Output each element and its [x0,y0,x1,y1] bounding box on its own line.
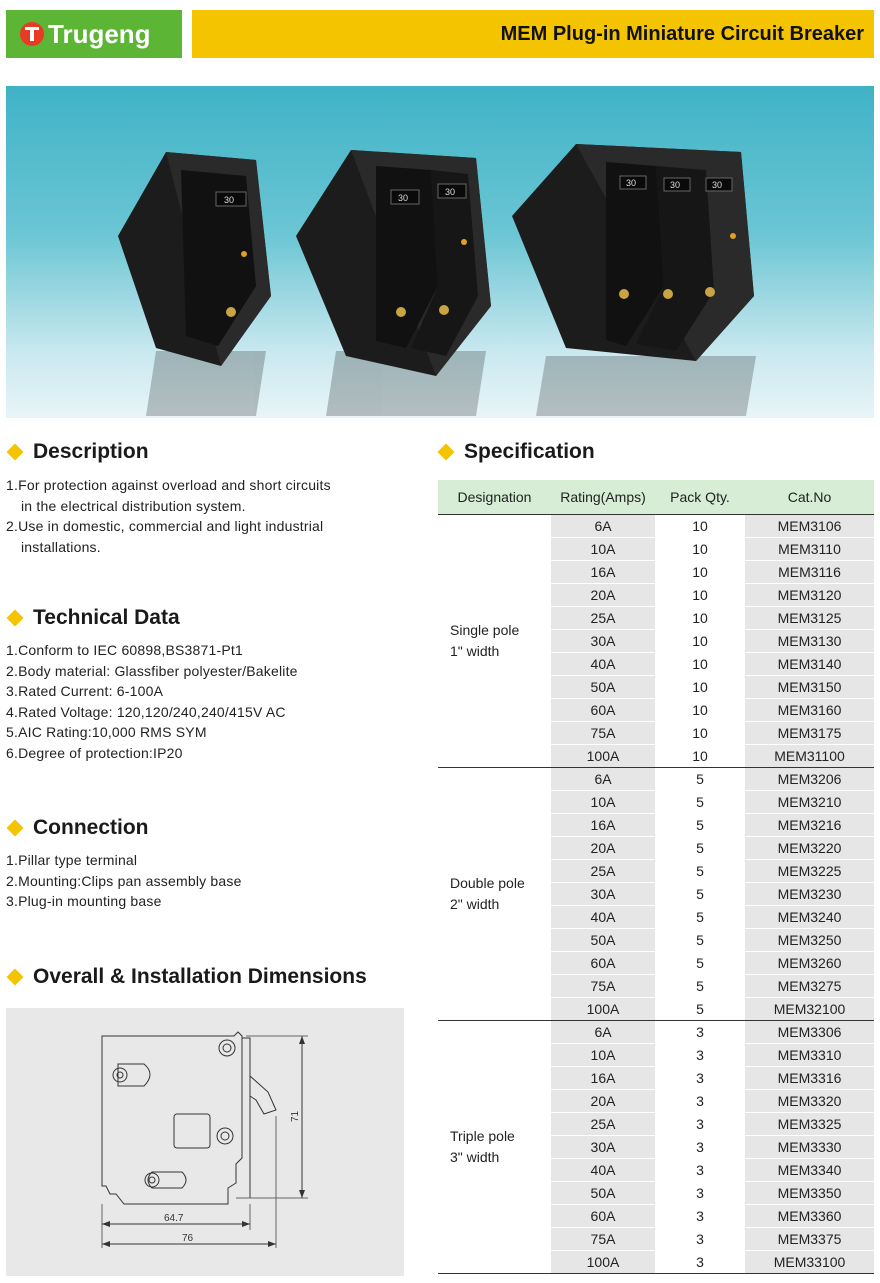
section-title: Connection [33,816,149,839]
cat-no-cell: MEM33100 [745,1250,874,1273]
dimensions-heading [6,965,367,989]
text-line: 2.Use in domestic, commercial and light industrial [6,518,324,534]
logo-text: Trugeng [48,18,151,49]
outer-width-dimension-label: 76 [182,1233,194,1244]
text-line: in the electrical distribution system. [21,497,246,514]
rating-label: 30 [224,195,235,205]
technical-text [6,640,298,763]
pack-qty-cell: 5 [655,974,745,997]
diamond-bullet-icon [7,444,24,461]
cat-no-cell: MEM3325 [745,1112,874,1135]
cat-no-cell: MEM3316 [745,1066,874,1089]
rating-cell: 50A [551,1181,655,1204]
pack-qty-cell: 3 [655,1066,745,1089]
text-line: 4.Rated Voltage: 120,120/240,240/415V AC [6,703,286,720]
pack-qty-cell: 10 [655,629,745,652]
designation-line: Triple pole [450,1127,515,1144]
rating-label: 30 [445,187,456,197]
section-title: Specification [464,440,595,463]
triple-pole-breaker [512,144,754,361]
technical-heading [6,606,180,630]
specification-heading [437,440,595,464]
column-header: Cat.No [745,480,874,514]
designation-cell [438,514,551,767]
height-dimension-label: 71 [290,1110,301,1122]
pack-qty-cell: 3 [655,1020,745,1043]
pack-qty-cell: 3 [655,1158,745,1181]
rating-cell: 50A [551,928,655,951]
cat-no-cell: MEM3375 [745,1227,874,1250]
cat-no-cell: MEM3320 [745,1089,874,1112]
pack-qty-cell: 10 [655,583,745,606]
rating-cell: 20A [551,1089,655,1112]
rating-cell: 60A [551,951,655,974]
text-line: 3.Rated Current: 6-100A [6,683,164,699]
rating-cell: 16A [551,1066,655,1089]
rating-cell: 20A [551,583,655,606]
cat-no-cell: MEM3250 [745,928,874,951]
text-line: 1.For protection against overload and short circuits [6,477,331,493]
pack-qty-cell: 5 [655,767,745,790]
text-line: 6.Degree of protection:IP20 [6,744,183,761]
cat-no-cell: MEM3240 [745,905,874,928]
pack-qty-cell: 5 [655,951,745,974]
rating-cell: 25A [551,1112,655,1135]
cat-no-cell: MEM3120 [745,583,874,606]
double-pole-breaker [296,150,491,376]
cat-no-cell: MEM3220 [745,836,874,859]
pack-qty-cell: 5 [655,928,745,951]
pack-qty-cell: 10 [655,675,745,698]
text-line: 2.Body material: Glassfiber polyester/Bakelite [6,662,298,679]
cat-no-cell: MEM3306 [745,1020,874,1043]
pack-qty-cell: 10 [655,514,745,537]
rating-cell: 40A [551,1158,655,1181]
section-title: Overall & Installation Dimensions [33,965,367,988]
rating-cell: 25A [551,606,655,629]
inner-width-dimension-label: 64.7 [164,1213,184,1224]
diamond-bullet-icon [7,820,24,837]
page-title: MEM Plug-in Miniature Circuit Breaker [500,22,864,45]
cat-no-cell: MEM3310 [745,1043,874,1066]
pack-qty-cell: 10 [655,721,745,744]
rating-cell: 60A [551,698,655,721]
rating-label: 30 [398,193,409,203]
cat-no-cell: MEM3275 [745,974,874,997]
cat-no-cell: MEM3160 [745,698,874,721]
rating-label: 30 [670,180,681,190]
specification-table [438,480,874,1274]
rating-cell: 50A [551,675,655,698]
pack-qty-cell: 10 [655,560,745,583]
rating-cell: 10A [551,1043,655,1066]
pack-qty-cell: 3 [655,1181,745,1204]
rating-cell: 25A [551,859,655,882]
cat-no-cell: MEM3216 [745,813,874,836]
section-title: Technical Data [33,606,180,629]
dimension-drawing [6,1008,404,1276]
pack-qty-cell: 3 [655,1204,745,1227]
cat-no-cell: MEM3340 [745,1158,874,1181]
single-pole-breaker [118,152,271,366]
cat-no-cell: MEM3125 [745,606,874,629]
rating-cell: 75A [551,1227,655,1250]
cat-no-cell: MEM3350 [745,1181,874,1204]
rating-cell: 20A [551,836,655,859]
rating-cell: 10A [551,537,655,560]
rating-cell: 75A [551,721,655,744]
cat-no-cell: MEM3225 [745,859,874,882]
cat-no-cell: MEM3206 [745,767,874,790]
designation-cell [438,767,551,1020]
cat-no-cell: MEM3110 [745,537,874,560]
pack-qty-cell: 5 [655,859,745,882]
connection-text [6,850,242,912]
text-line: installations. [21,538,101,555]
cat-no-cell: MEM3140 [745,652,874,675]
pack-qty-cell: 3 [655,1089,745,1112]
cat-no-cell: MEM32100 [745,997,874,1020]
cat-no-cell: MEM3360 [745,1204,874,1227]
dimension-diagram [6,1008,404,1276]
pack-qty-cell: 10 [655,537,745,560]
connection-heading [6,816,149,840]
brand-logo [6,10,182,58]
rating-cell: 6A [551,1020,655,1043]
rating-cell: 16A [551,813,655,836]
diamond-bullet-icon [7,969,24,986]
cat-no-cell: MEM3130 [745,629,874,652]
table-header-row [438,480,874,514]
pack-qty-cell: 5 [655,882,745,905]
text-line: 2.Mounting:Clips pan assembly base [6,872,242,889]
column-header: Rating(Amps) [551,480,655,514]
title-banner [192,10,874,58]
rating-label: 30 [626,178,637,188]
cat-no-cell: MEM3330 [745,1135,874,1158]
description-heading [6,440,149,464]
rating-cell: 16A [551,560,655,583]
rating-cell: 40A [551,905,655,928]
cat-no-cell: MEM3175 [745,721,874,744]
rating-cell: 10A [551,790,655,813]
text-line: 3.Plug-in mounting base [6,893,162,909]
product-photo [6,86,874,418]
page-header [6,10,874,58]
rating-label: 30 [712,180,723,190]
designation-line: 1" width [450,642,500,659]
pack-qty-cell: 5 [655,813,745,836]
rating-cell: 30A [551,1135,655,1158]
logo-t-icon [20,22,44,46]
text-line: 1.Conform to IEC 60898,BS3871-Pt1 [6,642,243,658]
column-header: Pack Qty. [655,480,745,514]
pack-qty-cell: 5 [655,836,745,859]
rating-cell: 6A [551,767,655,790]
designation-line: 3" width [450,1148,500,1165]
cat-no-cell: MEM3210 [745,790,874,813]
pack-qty-cell: 10 [655,744,745,767]
rating-cell: 100A [551,1250,655,1273]
circuit-breaker-product-photo-icon [6,86,874,418]
pack-qty-cell: 10 [655,606,745,629]
rating-cell: 75A [551,974,655,997]
pack-qty-cell: 10 [655,652,745,675]
pack-qty-cell: 3 [655,1250,745,1273]
table-body [438,514,874,1273]
text-line: 1.Pillar type terminal [6,852,138,868]
cat-no-cell: MEM3260 [745,951,874,974]
cat-no-cell: MEM3150 [745,675,874,698]
rating-cell: 30A [551,629,655,652]
pack-qty-cell: 10 [655,698,745,721]
rating-cell: 60A [551,1204,655,1227]
section-title: Description [33,440,149,463]
pack-qty-cell: 5 [655,997,745,1020]
column-header: Designation [438,480,551,514]
table-row [438,514,874,537]
pack-qty-cell: 3 [655,1135,745,1158]
designation-line: Double pole [450,874,525,891]
description-text [6,475,331,557]
rating-cell: 100A [551,997,655,1020]
designation-line: Single pole [450,621,520,638]
pack-qty-cell: 3 [655,1043,745,1066]
pack-qty-cell: 5 [655,790,745,813]
rating-cell: 100A [551,744,655,767]
pack-qty-cell: 5 [655,905,745,928]
cat-no-cell: MEM3230 [745,882,874,905]
designation-line: 2" width [450,895,500,912]
cat-no-cell: MEM31100 [745,744,874,767]
table-row [438,1020,874,1043]
diamond-bullet-icon [438,444,455,461]
designation-cell [438,1020,551,1273]
rating-cell: 6A [551,514,655,537]
rating-cell: 40A [551,652,655,675]
pack-qty-cell: 3 [655,1227,745,1250]
text-line: 5.AIC Rating:10,000 RMS SYM [6,724,207,740]
diamond-bullet-icon [7,610,24,627]
cat-no-cell: MEM3116 [745,560,874,583]
rating-cell: 30A [551,882,655,905]
table-row [438,767,874,790]
pack-qty-cell: 3 [655,1112,745,1135]
cat-no-cell: MEM3106 [745,514,874,537]
